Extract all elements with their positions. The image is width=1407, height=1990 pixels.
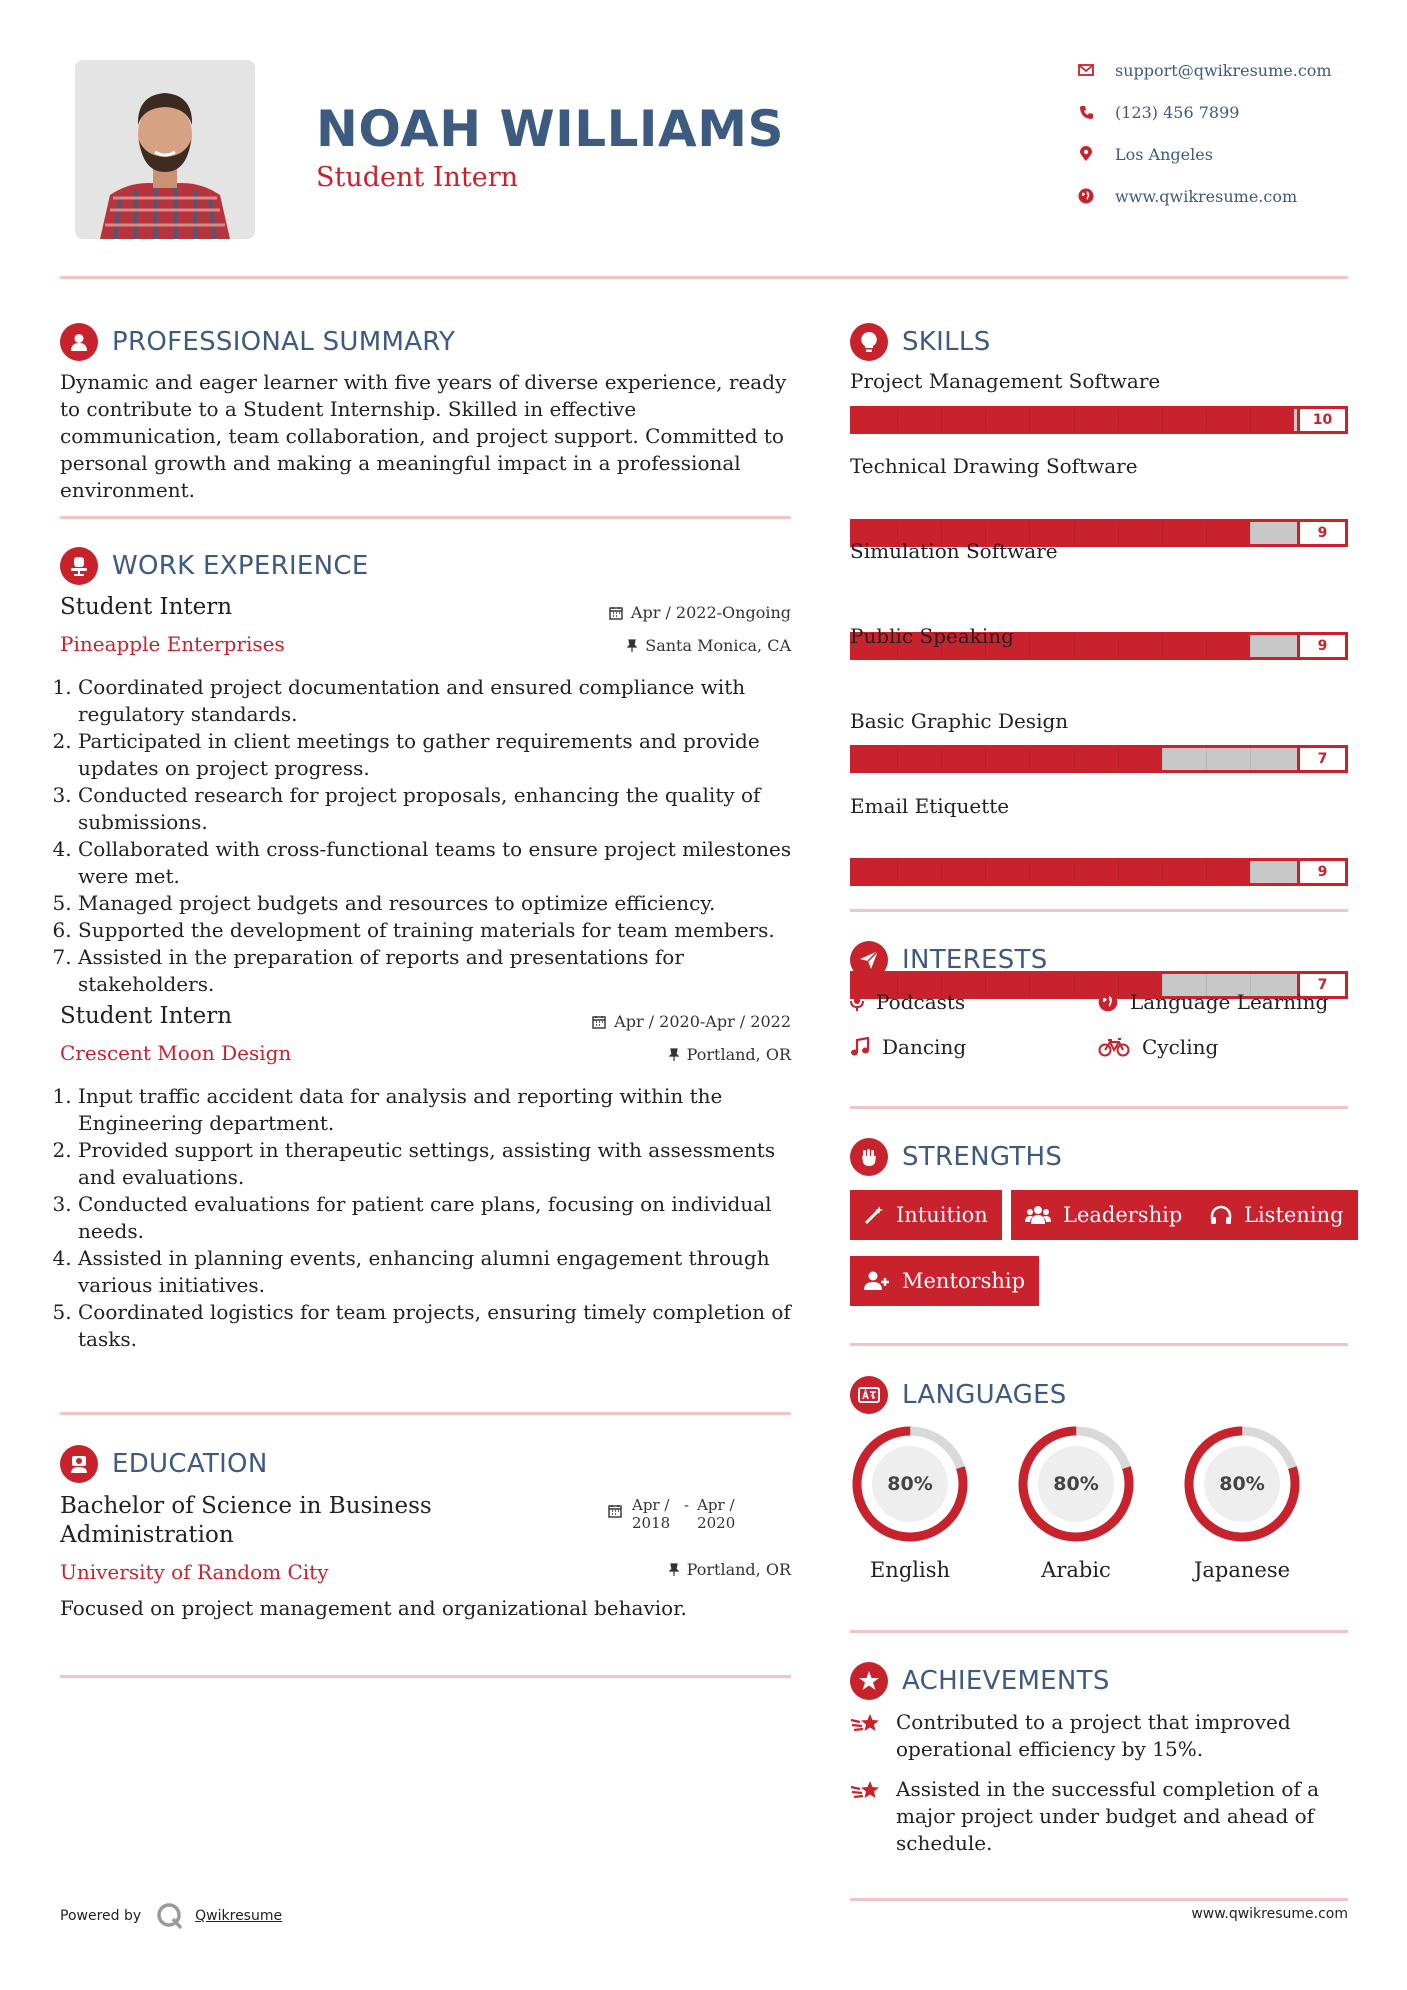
achievements-title: ACHIEVEMENTS: [902, 1666, 1110, 1696]
skill-bar-segment: [897, 748, 898, 770]
skill-bar-segment: [1206, 748, 1207, 770]
user-icon: [60, 323, 98, 361]
job-2-dates-text: Apr / 2020-Apr / 2022: [614, 1012, 791, 1031]
skill-bar-segment: [1250, 748, 1251, 770]
skill-level: 7: [1297, 748, 1345, 770]
job-1-title: Student Intern: [60, 594, 233, 620]
experience-divider: [60, 1412, 791, 1415]
skill-bar: [850, 745, 1348, 773]
language-item: [1016, 1424, 1136, 1582]
skill-bar-segment: [1206, 409, 1207, 431]
skill-name: Public Speaking: [850, 624, 1014, 648]
shooting-star-icon: [850, 1778, 882, 1802]
skill-bar-segment: [897, 861, 898, 883]
microphone-icon: [850, 992, 864, 1012]
list-item: 4. Collaborated with cross-functional teams to ensure project milestones were met.: [78, 836, 800, 890]
skill-bar-segment: [1074, 522, 1075, 544]
header-divider: [60, 276, 1348, 279]
skill-level: 9: [1297, 522, 1345, 544]
skill-bar-segment: [1250, 861, 1251, 883]
skill-bar-segment: [1118, 635, 1119, 657]
skill-bar-segment: [1206, 635, 1207, 657]
achievements-heading: [850, 1661, 1110, 1701]
education-location-text: Portland, OR: [686, 1560, 791, 1579]
education-date-end: Apr / 2020: [697, 1496, 736, 1532]
contact-website[interactable]: [1075, 181, 1297, 211]
strength-mentorship: [850, 1256, 1039, 1306]
skill-bar-segment: [941, 748, 942, 770]
interest-label: Language Learning: [1130, 990, 1329, 1014]
list-item: 1. Input traffic accident data for analysis and reporting within the Engineering department.: [78, 1083, 800, 1137]
list-item: 5. Coordinated logistics for team projects, ensuring timely completion of tasks.: [78, 1299, 800, 1353]
skills-divider: [850, 909, 1348, 912]
skill-bar-segment: [1029, 861, 1030, 883]
skill-bar-fill: [853, 748, 1162, 770]
interest-podcasts: [850, 987, 965, 1017]
candidate-role: Student Intern: [316, 162, 518, 193]
experience-heading: [60, 546, 369, 586]
job-2-title: Student Intern: [60, 1003, 233, 1029]
skill-bar-segment: [985, 748, 986, 770]
fist-icon: [850, 1138, 888, 1176]
education-description: Focused on project management and organizational behavior.: [60, 1596, 687, 1620]
education-heading: [60, 1444, 268, 1484]
skill-bar-segment: [1118, 409, 1119, 431]
shooting-star-icon: [850, 1711, 882, 1735]
skill-bar: [850, 858, 1348, 886]
skill-name: Email Etiquette: [850, 794, 1010, 818]
skill-bar-segment: [1162, 861, 1163, 883]
language-item: [1182, 1424, 1302, 1582]
calendar-icon: [608, 1504, 622, 1518]
candidate-name: NOAH WILLIAMS: [316, 100, 784, 158]
list-item: 5. Managed project budgets and resources to optimize efficiency.: [78, 890, 800, 917]
qwikresume-link[interactable]: Qwikresume: [195, 1908, 283, 1924]
job-1-bullets: [60, 674, 800, 998]
bicycle-icon: [1098, 1037, 1130, 1057]
skill-bar-segment: [1074, 635, 1075, 657]
language-icon: [850, 1376, 888, 1414]
list-item: 1. Coordinated project documentation and ensured compliance with regulatory standards.: [78, 674, 800, 728]
achievements-divider: [850, 1898, 1348, 1901]
language-name: Japanese: [1193, 1558, 1291, 1582]
list-item: 4. Assisted in planning events, enhancing alumni engagement through various initiatives.: [78, 1245, 800, 1299]
education-date-start: Apr / 2018: [632, 1496, 671, 1532]
skill-bar-segment: [1074, 974, 1075, 996]
skill-name: Project Management Software: [850, 369, 1161, 393]
language-percent: 80%: [887, 1473, 933, 1495]
job-2-dates: [480, 1012, 791, 1031]
qwikresume-logo-icon: [155, 1902, 185, 1930]
experience-title: WORK EXPERIENCE: [112, 551, 369, 581]
language-percent: 80%: [1053, 1473, 1099, 1495]
powered-by-label: Powered by: [60, 1908, 142, 1924]
skill-name: Basic Graphic Design: [850, 709, 1069, 733]
skill-bar-segment: [985, 409, 986, 431]
envelope-icon: [1075, 59, 1097, 81]
footer-powered-by: [60, 1902, 282, 1930]
skill-bar-segment: [1162, 748, 1163, 770]
education-divider: [60, 1675, 791, 1678]
interest-dancing: [850, 1032, 966, 1062]
contact-website-text: www.qwikresume.com: [1115, 186, 1298, 206]
skill-bar-segment: [1029, 409, 1030, 431]
contact-phone[interactable]: [1075, 97, 1239, 127]
job-2-bullets: [60, 1083, 800, 1353]
skill-bar-segment: [1118, 748, 1119, 770]
skill-level: 9: [1297, 635, 1345, 657]
interest-label: Cycling: [1142, 1035, 1219, 1059]
skill-bar-segment: [1074, 748, 1075, 770]
language-name: Arabic: [1041, 1558, 1111, 1582]
education-title: EDUCATION: [112, 1449, 268, 1479]
education-degree: Bachelor of Science in Business Administration: [60, 1493, 432, 1548]
contact-email-text: support@qwikresume.com: [1115, 60, 1332, 80]
paper-plane-icon: [850, 941, 888, 979]
language-item: [850, 1424, 970, 1582]
strength-label: Intuition: [896, 1203, 988, 1227]
strength-label: Mentorship: [902, 1269, 1026, 1293]
globe-icon: [1075, 185, 1097, 207]
map-pin-icon: [1075, 143, 1097, 165]
strength-label: Leadership: [1063, 1203, 1183, 1227]
languages-list: [850, 1424, 1348, 1582]
job-2-company: Crescent Moon Design: [60, 1041, 292, 1065]
interest-label: Dancing: [882, 1035, 967, 1059]
strength-label: Listening: [1244, 1203, 1344, 1227]
strength-listening: [1196, 1190, 1358, 1240]
pushpin-icon: [669, 1048, 679, 1062]
interests-title: INTERESTS: [902, 945, 1048, 975]
lightbulb-icon: [850, 323, 888, 361]
skills-heading: [850, 322, 991, 362]
skills-title: SKILLS: [902, 327, 991, 357]
language-ring: [1182, 1424, 1302, 1544]
education-school: University of Random City: [60, 1560, 329, 1584]
user-plus-icon: [864, 1271, 890, 1291]
summary-text: Dynamic and eager learner with five years of diverse experience, ready to contribute to a Student Internship. Skilled in effective communication, team collaboration, and project support. Committed to personal growth and making a meaningful impact in a professional environment.: [60, 370, 787, 502]
achievement-item: [850, 1709, 1330, 1763]
skill-bar-segment: [1250, 635, 1251, 657]
job-1-dates: [480, 603, 791, 622]
strength-intuition: [850, 1190, 1002, 1240]
skill-bar-segment: [1029, 635, 1030, 657]
language-ring: [850, 1424, 970, 1544]
list-item: 3. Conducted research for project proposals, enhancing the quality of submissions.: [78, 782, 800, 836]
interest-label: Podcasts: [876, 990, 966, 1014]
languages-title: LANGUAGES: [902, 1380, 1067, 1410]
list-item: 6. Supported the development of training materials for team members.: [78, 917, 800, 944]
summary-title: PROFESSIONAL SUMMARY: [112, 327, 456, 357]
pushpin-icon: [669, 1563, 679, 1577]
skill-bar-segment: [1029, 748, 1030, 770]
users-icon: [1025, 1205, 1051, 1225]
achievement-text: Assisted in the successful completion of a major project under budget and ahead of schedule.: [896, 1777, 1320, 1855]
pushpin-icon: [627, 639, 637, 653]
strengths-heading: [850, 1137, 1062, 1177]
job-1-location: [480, 636, 791, 655]
interest-language-learning: [1098, 987, 1328, 1017]
skill-bar-segment: [1250, 522, 1251, 544]
skill-name: Technical Drawing Software: [850, 454, 1138, 478]
languages-heading: [850, 1375, 1067, 1415]
summary-heading: [60, 322, 455, 362]
summary-divider: [60, 516, 791, 519]
skill-bar-segment: [1074, 861, 1075, 883]
skill-bar-segment: [1118, 522, 1119, 544]
interests-divider: [850, 1106, 1348, 1109]
skill-bar-segment: [1162, 635, 1163, 657]
language-ring: [1016, 1424, 1136, 1544]
contact-email[interactable]: [1075, 55, 1332, 85]
job-2-location: [480, 1045, 791, 1064]
job-1-dates-text: Apr / 2022-Ongoing: [630, 603, 791, 622]
languages-divider: [850, 1630, 1348, 1633]
skill-bar-segment: [1074, 409, 1075, 431]
footer-website[interactable]: www.qwikresume.com: [1191, 1906, 1348, 1922]
skill-bar-segment: [985, 861, 986, 883]
strengths-title: STRENGTHS: [902, 1142, 1063, 1172]
calendar-icon: [592, 1015, 606, 1029]
contact-phone-text: (123) 456 7899: [1115, 102, 1240, 122]
job-1-company: Pineapple Enterprises: [60, 632, 285, 656]
skill-bar-segment: [1162, 409, 1163, 431]
skill-bar-segment: [897, 409, 898, 431]
skill-bar-segment: [1162, 522, 1163, 544]
star-badge-icon: [850, 1662, 888, 1700]
strengths-divider: [850, 1343, 1348, 1346]
skill-level: 7: [1297, 974, 1345, 996]
education-location: [480, 1560, 791, 1579]
skill-bar-segment: [941, 409, 942, 431]
profile-photo: [75, 60, 255, 239]
skill-bar-segment: [1206, 861, 1207, 883]
skill-bar-segment: [941, 861, 942, 883]
language-name: English: [869, 1558, 951, 1582]
skill-bar: [850, 406, 1348, 434]
job-1-location-text: Santa Monica, CA: [645, 636, 791, 655]
skill-bar-segment: [1118, 861, 1119, 883]
graduate-icon: [60, 1445, 98, 1483]
job-2-location-text: Portland, OR: [686, 1045, 791, 1064]
skill-bar-fill: [853, 861, 1250, 883]
magic-wand-icon: [864, 1205, 884, 1225]
list-item: 3. Conducted evaluations for patient care plans, focusing on individual needs.: [78, 1191, 800, 1245]
skill-bar-segment: [1206, 522, 1207, 544]
calendar-icon: [609, 606, 623, 620]
skill-level: 9: [1297, 861, 1345, 883]
music-note-icon: [850, 1037, 870, 1057]
interests-heading: [850, 940, 1048, 980]
skill-bar-segment: [1250, 409, 1251, 431]
briefcase-chair-icon: [60, 547, 98, 585]
achievement-text: Contributed to a project that improved operational efficiency by 15%.: [896, 1710, 1291, 1761]
achievement-item: [850, 1776, 1330, 1857]
education-dates: Apr / 2018 - Apr / 2020: [608, 1496, 741, 1532]
contact-location-text: Los Angeles: [1115, 144, 1213, 164]
interest-cycling: [1098, 1032, 1218, 1062]
contact-location: [1075, 139, 1213, 169]
skill-level: 10: [1297, 409, 1345, 431]
globe-icon: [1098, 992, 1118, 1012]
headphones-icon: [1210, 1205, 1232, 1225]
list-item: 2. Participated in client meetings to gather requirements and provide updates on project progress.: [78, 728, 800, 782]
strength-leadership: [1011, 1190, 1196, 1240]
list-item: 7. Assisted in the preparation of reports and presentations for stakeholders.: [78, 944, 800, 998]
skill-name: Simulation Software: [850, 539, 1058, 563]
list-item: 2. Provided support in therapeutic settings, assisting with assessments and evaluations.: [78, 1137, 800, 1191]
language-percent: 80%: [1219, 1473, 1265, 1495]
phone-icon: [1075, 101, 1097, 123]
